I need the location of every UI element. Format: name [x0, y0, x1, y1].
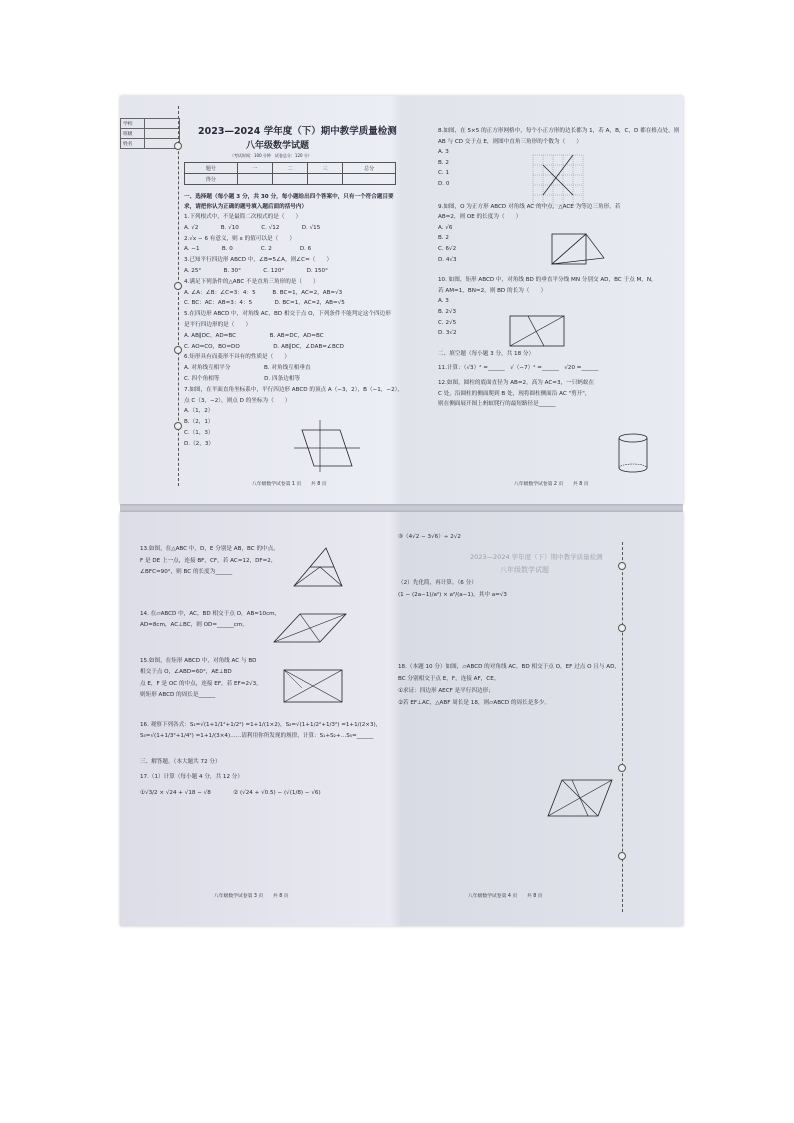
binding-hole	[174, 142, 182, 150]
question-line: A. 3	[438, 149, 449, 156]
score-header: 题号	[185, 163, 238, 174]
page-footer-4: 八年级数学试卷第 4 页 共 8 页	[468, 894, 543, 899]
q7-figure	[292, 418, 362, 474]
question-line: 3.已知平行四边形 ABCD 中，∠B=5∠A，则∠C=（ ）	[184, 257, 333, 264]
score-header: 一	[237, 163, 272, 174]
question-line: （2）先化简，再计算。（6 分）	[398, 580, 477, 586]
question-line: 点 C（3，−2），则点 D 的坐标为（ ）	[184, 397, 291, 404]
binding-hole	[174, 282, 182, 290]
score-row-label: 得分	[185, 174, 238, 185]
question-line: 是平行四边形的是（ ）	[184, 322, 252, 328]
question-line: 14. 在▱ABCD 中，AC，BD 相交于点 O，AB=10cm，	[140, 610, 281, 617]
question-line: 若 AM=1，BN=2，则 BD 的长为（ ）	[438, 287, 547, 294]
question-line: B. 2√3	[438, 309, 457, 315]
question-line: A. 对角线互相平分 B. 对角线互相垂直	[184, 365, 311, 372]
question-line: BC 分别相交于点 E，F，连接 AF，CE。	[398, 676, 500, 682]
question-line: AB=2，则 OE 的长度为（ ）	[438, 214, 522, 221]
question-line: A. AB∥DC，AD=BC B. AB=DC，AD=BC	[184, 332, 324, 339]
question-line: B. 2	[438, 235, 449, 242]
question-line: C. AO=CO，BO=DO D. AB∥DC，∠DAB=∠BCD	[184, 343, 344, 350]
q10-figure	[506, 312, 570, 352]
question-line: ∠BFC=90°，则 BC 的长度为______	[140, 569, 233, 575]
question-line: 1.下列根式中，不是最简二次根式的是（ ）	[184, 214, 302, 220]
time-note: （考试时间：100 分钟 试卷总分：120 分）	[230, 153, 312, 158]
question-line: ①求证：四边形 AECF 是平行四边形；	[398, 688, 494, 694]
question-line: A. −1 B. 0 C. 2 D. 6	[184, 246, 312, 253]
question-line: A.（1，2）	[184, 408, 214, 415]
question-line: D. 3√2	[438, 330, 457, 337]
question-line: A. 3	[438, 298, 449, 305]
info-label-school: 学校	[121, 119, 145, 129]
section1-heading-2: 求，请把你认为正确的题号填入题后面的括号内）	[184, 204, 308, 210]
question-line: 11.计算：（√3）² =______ √（−7）² =______ √20 =______	[438, 365, 599, 372]
question-line: ③（4√2 − 3√6）÷ 2√2	[398, 534, 461, 540]
question-line: 16. 观察下列各式：S₁=√(1+1/1²+1/2²) =1+1/(1×2)，S₂=√(1+1/2²+1/3²) =1+1/(2×3)，	[140, 721, 382, 728]
exam-subtitle: 八年级数学试题	[246, 141, 310, 151]
q13-figure	[290, 546, 346, 590]
question-line: AB 与 CD 交于点 E，则图中直角三角形的个数为（ ）	[438, 138, 582, 145]
bleed-through-header: 2023—2024 学年度（下）期中教学质量检测	[470, 553, 603, 561]
question-line: 2.√x − 6 有意义，则 x 的值可以是（ ）	[184, 235, 295, 242]
q12-cylinder-figure	[616, 432, 650, 476]
question-line: C.（1，3）	[184, 430, 214, 436]
info-label-name: 姓名	[121, 139, 145, 149]
question-line: A. ∠A：∠B：∠C=3：4：5 B. BC=1，AC=2，AB=√3	[184, 289, 343, 296]
score-header: 总分	[343, 163, 396, 174]
question-line: 8.如图，在 5×5 的正方形网格中，每个小正方形的边长都为 1，若 A，B，C，D 都在格点处，则	[438, 128, 680, 134]
exam-sheet-pages-3-4	[120, 512, 683, 926]
question-line: A. √2 B. √10 C. √12 D. √15	[184, 224, 321, 231]
info-label-class: 班级	[121, 129, 145, 139]
question-line: ①√3/2 × √24 + √18 − √8 ② (√24 + √0.5) − (√(1/8) − √6)	[140, 789, 321, 796]
question-line: D. 0	[438, 181, 450, 187]
question-line: AD=8cm，AC⊥BC，则 OD=______cm。	[140, 622, 248, 628]
q8-grid-figure	[532, 154, 584, 206]
question-line: D. 4√3	[438, 256, 457, 263]
question-line: C. 四个角相等 D. 四条边相等	[184, 376, 301, 382]
question-line: 9.如图，O 为正方形 ABCD 对角线 AC 的中点，△ACE 为等边三角形，若	[438, 203, 621, 210]
exam-sheet-pages-1-2	[120, 96, 683, 504]
q9-figure	[548, 228, 608, 268]
page-footer-3: 八年级数学试卷第 3 页 共 8 页	[214, 894, 289, 899]
question-line: 则矩形 ABCD 的周长是______	[140, 692, 216, 698]
section1-heading: 一、选择题（每小题 3 分，共 30 分，每小题给出四个答案中，只有一个符合题目要	[184, 194, 394, 200]
question-line: B.（2，1）	[184, 419, 214, 426]
question-line: S₃=√(1+1/3²+1/4²) =1+1/(3×4)……请利用你所发现的规律，计算：S₁+S₂+…S₅=______	[140, 733, 374, 739]
question-line: D.（2，3）	[184, 440, 214, 447]
question-line: 17.（1）计算（每小题 4 分，共 12 分）	[140, 774, 243, 780]
score-header: 二	[272, 163, 307, 174]
question-line: 二、填空题（每小题 3 分，共 18 分）	[438, 350, 535, 357]
binding-hole	[618, 624, 626, 632]
question-line: 相交于点 O，∠ABD=60°，AE⊥BD	[140, 669, 232, 675]
question-line: 6.矩形具有而菱形不具有的性质是（ ）	[184, 354, 291, 361]
question-line: 5.在四边形 ABCD 中，对角线 AC，BD 相交于点 O，下列条件不能判定这个四边形	[184, 311, 391, 318]
binding-hole	[618, 562, 626, 570]
score-header: 三	[308, 163, 343, 174]
question-line: 13.如图，在△ABC 中，D，E 分别是 AB，BC 的中点，	[140, 546, 279, 552]
question-line: 18.（本题 10 分）如图，▱ABCD 的对角线 AC，BD 相交于点 O，EF 过点 O 且与 AD，	[398, 664, 621, 670]
question-line: 4.满足下列条件的△ABC 不是直角三角形的是（ ）	[184, 278, 319, 285]
question-line: 10. 如图，矩形 ABCD 中，对角线 BD 的垂直平分线 MN 分别交 AD，BC 于点 M，N，	[438, 277, 657, 284]
page-footer-1: 八年级数学试卷第 1 页 共 8 页	[252, 482, 327, 487]
binding-hole	[618, 764, 626, 772]
question-line: ②若 EF⊥AC，△ABF 周长是 18，则▱ABCD 的周长是多少。	[398, 700, 551, 706]
question-line: (1 − (2a−1)/a²) × a²/(a−1)，其中 a=√3	[398, 592, 507, 598]
bleed-through-subtitle: 八年级数学试题	[500, 566, 549, 574]
question-line: F 是 DE 上一点，连接 BF，CF，若 AC=12，DF=2，	[140, 557, 277, 564]
binding-hole	[174, 346, 182, 354]
question-line: 点 E，F 是 OC 的中点，连接 EF，若 EF=2√3，	[140, 680, 262, 687]
score-table	[184, 162, 396, 185]
binding-hole	[618, 852, 626, 860]
question-line: C. BC：AC：AB=3：4：5 D. BC=1，AC=2，AB=√5	[184, 300, 345, 307]
q18-figure	[544, 776, 616, 820]
question-line: 15.如图，在矩形 ABCD 中，对角线 AC 与 BD	[140, 657, 257, 664]
question-line: C. 6√2	[438, 246, 457, 252]
question-line: C. 2√5	[438, 319, 457, 326]
question-line: 则在侧面展开图上蚂蚁爬行的最短路径是______	[438, 401, 556, 408]
q14-figure	[270, 610, 350, 646]
binding-hole	[174, 422, 182, 430]
student-info-table	[120, 118, 180, 149]
q15-figure	[280, 666, 346, 706]
question-line: A. 25° B. 30° C. 120° D. 150°	[184, 268, 328, 274]
question-line: C 处，沿圆柱的侧面爬到 B 处，现将圆柱侧面沿 AC "剪开"，	[438, 390, 591, 397]
question-line: 12.如图，圆柱的底面直径为 AB=2，高为 AC=3，一只蚂蚁在	[438, 380, 595, 386]
question-line: A. √6	[438, 224, 453, 231]
question-line: B. 2	[438, 159, 449, 166]
question-line: 7.如图，在平面直角坐标系中，平行四边形 ABCD 的顶点 A（−3，2），B（−1，−2），	[184, 386, 404, 393]
exam-title: 2023—2024 学年度（下）期中教学质量检测	[198, 126, 397, 137]
page-footer-2: 八年级数学试卷第 2 页 共 8 页	[514, 482, 589, 487]
question-line: 三、解答题。（本大题共 72 分）	[140, 758, 221, 765]
question-line: C. 1	[438, 170, 450, 177]
